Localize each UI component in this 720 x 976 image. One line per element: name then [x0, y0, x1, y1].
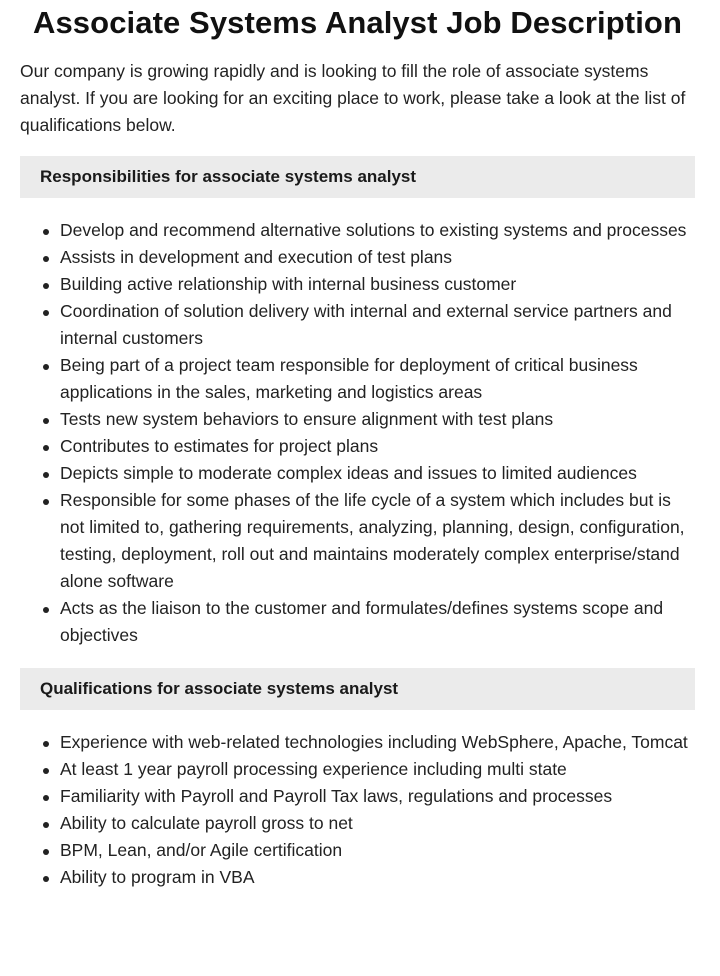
qualification-item: Experience with web-related technologies including WebSphere, Apache, Tomcat — [60, 729, 695, 756]
qualification-item: At least 1 year payroll processing experience including multi state — [60, 756, 695, 783]
responsibility-item: Responsible for some phases of the life cycle of a system which includes but is not limited to, gathering requirements, analyzing, planning, design, configuration, testing, deployment, roll out and maintains moderately complex enterprise/stand alone software — [60, 487, 695, 595]
responsibility-item: Building active relationship with internal business customer — [60, 271, 695, 298]
responsibilities-heading: Responsibilities for associate systems analyst — [20, 156, 695, 198]
qualification-item: Ability to program in VBA — [60, 864, 695, 891]
responsibility-item: Being part of a project team responsible for deployment of critical business applications in the sales, marketing and logistics areas — [60, 352, 695, 406]
page-title: Associate Systems Analyst Job Description — [32, 5, 682, 40]
responsibility-item: Contributes to estimates for project plans — [60, 433, 695, 460]
qualifications-heading: Qualifications for associate systems analyst — [20, 668, 695, 710]
qualification-item: Ability to calculate payroll gross to net — [60, 810, 695, 837]
responsibility-item: Develop and recommend alternative solutions to existing systems and processes — [60, 217, 695, 244]
responsibility-item: Tests new system behaviors to ensure alignment with test plans — [60, 406, 695, 433]
responsibilities-list — [20, 217, 695, 649]
qualifications-list — [20, 729, 695, 891]
responsibility-item: Coordination of solution delivery with internal and external service partners and internal customers — [60, 298, 695, 352]
qualification-item: BPM, Lean, and/or Agile certification — [60, 837, 695, 864]
qualification-item: Familiarity with Payroll and Payroll Tax laws, regulations and processes — [60, 783, 695, 810]
responsibility-item: Assists in development and execution of test plans — [60, 244, 695, 271]
intro-paragraph: Our company is growing rapidly and is looking to fill the role of associate systems analyst. If you are looking for an exciting place to work, please take a look at the list of qualifications below. — [20, 61, 686, 135]
responsibility-item: Depicts simple to moderate complex ideas and issues to limited audiences — [60, 460, 695, 487]
responsibility-item: Acts as the liaison to the customer and formulates/defines systems scope and objectives — [60, 595, 695, 649]
